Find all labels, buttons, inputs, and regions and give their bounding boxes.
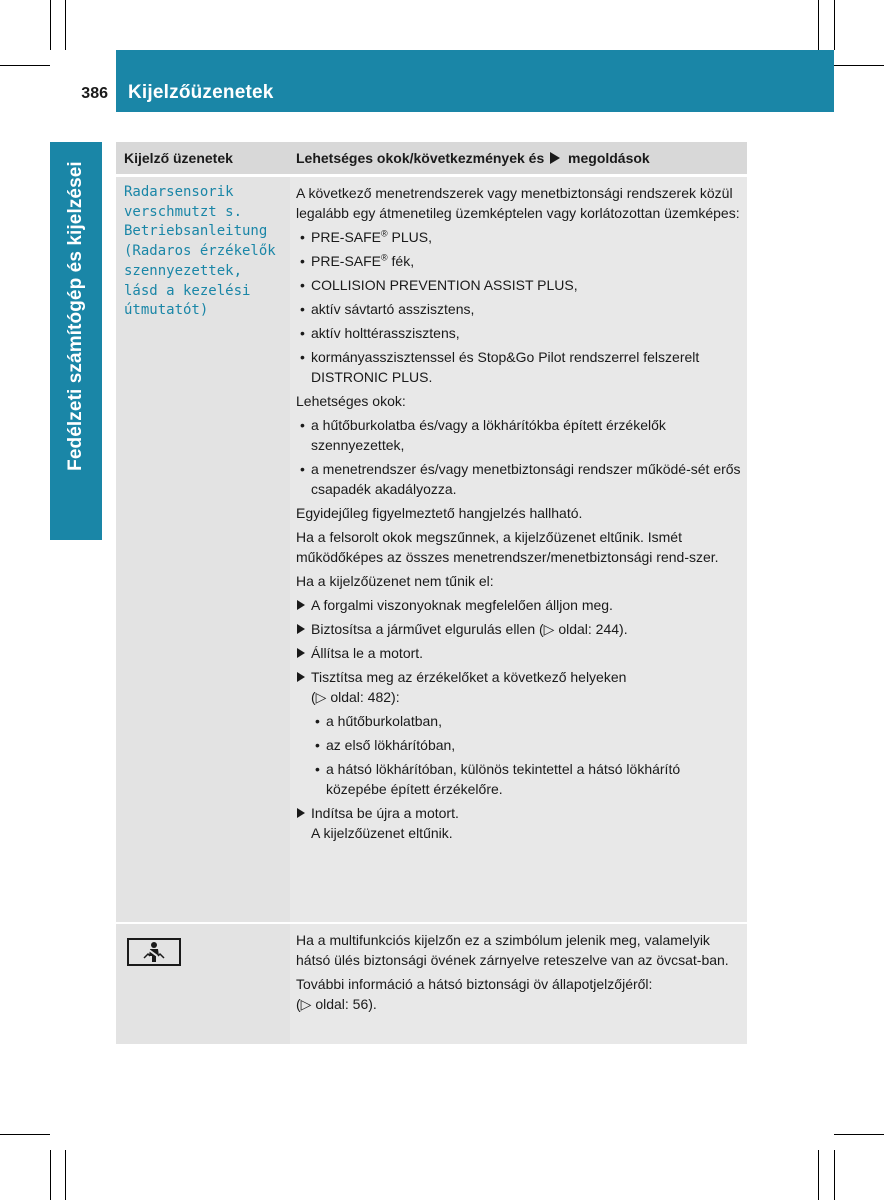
table-header bbox=[116, 142, 747, 177]
action-step: Biztosítsa a járművet elgurulás ellen (▷ oldal: 244). bbox=[296, 619, 741, 639]
action-step: Állítsa le a motort. bbox=[296, 643, 741, 663]
causes-title: Lehetséges okok: bbox=[296, 393, 406, 409]
action-result: A kijelzőüzenet eltűnik. bbox=[311, 825, 453, 841]
list-item: • aktív sávtartó asszisztens, bbox=[296, 299, 741, 319]
crop-mark bbox=[834, 0, 835, 50]
crop-mark bbox=[818, 0, 819, 50]
registered-mark: ® bbox=[381, 252, 388, 263]
registered-mark: ® bbox=[381, 228, 388, 239]
list-item: • kormányasszisztenssel és Stop&Go Pilot rendszerrel felszerelt DISTRONIC PLUS. bbox=[296, 347, 741, 387]
list-item: • a hűtőburkolatba és/vagy a lökhárítókba épített érzékelők szennyezettek, bbox=[296, 415, 741, 455]
action-step-line: Tisztítsa meg az érzékelőket a következő helyeken bbox=[311, 669, 627, 685]
column-header-causes bbox=[290, 148, 747, 168]
message-table bbox=[116, 142, 747, 1044]
more-info-text bbox=[296, 974, 741, 1014]
list-item: • az első lökhárítóban, bbox=[311, 735, 741, 755]
warning-text: Egyidejűleg figyelmeztető hangjelzés hallható. bbox=[296, 505, 583, 521]
crop-mark bbox=[65, 0, 66, 50]
message-cell bbox=[116, 924, 290, 1044]
page-reference: (▷ oldal: 482): bbox=[311, 689, 400, 705]
column-header-solutions-text: megoldások bbox=[568, 150, 650, 166]
system-suffix: fék, bbox=[387, 253, 415, 269]
description-cell bbox=[290, 924, 747, 1044]
intro-text: A következő menetrendszerek vagy menetbiztonsági rendszerek közül legalább egy átmenetileg üzemképtelen vagy korlátozottan üzemképes: bbox=[296, 185, 740, 221]
resolve-text: Ha a felsorolt okok megszűnnek, a kijelzőüzenet eltűnik. Ismét működőképes az összes menetrendszer/menetbiztonsági rend-szer. bbox=[296, 529, 719, 565]
crop-mark bbox=[0, 65, 50, 66]
column-header-messages: Kijelző üzenetek bbox=[124, 150, 233, 166]
crop-mark bbox=[834, 1150, 835, 1200]
system-name: PRE-SAFE bbox=[311, 229, 382, 245]
crop-mark bbox=[0, 1134, 50, 1135]
list-item bbox=[296, 251, 741, 271]
message-cell bbox=[116, 177, 290, 922]
crop-mark bbox=[50, 1150, 51, 1200]
crop-mark bbox=[834, 65, 884, 66]
system-suffix: PLUS, bbox=[387, 229, 433, 245]
symbol-description: Ha a multifunkciós kijelzőn ez a szimbólum jelenik meg, valamelyik hátsó ülés biztonsági övének zárnyelve reteszelve van az övcsat-ban. bbox=[296, 932, 729, 968]
list-item: • COLLISION PREVENTION ASSIST PLUS, bbox=[296, 275, 741, 295]
list-item bbox=[296, 227, 741, 247]
list-item: • a hátsó lökhárítóban, különös tekintettel a hátsó lökhárító közepébe épített érzékelőre. bbox=[311, 759, 741, 799]
list-item: • a hűtőburkolatban, bbox=[311, 711, 741, 731]
arrow-right-icon bbox=[550, 152, 560, 164]
system-name: PRE-SAFE bbox=[311, 253, 382, 269]
list-item: • a menetrendszer és/vagy menetbiztonsági rendszer működé-sét erős csapadék akadályozza. bbox=[296, 459, 741, 499]
table-row bbox=[116, 177, 747, 922]
crop-mark bbox=[50, 0, 51, 50]
action-step bbox=[296, 667, 741, 707]
action-step-line: Indítsa be újra a motort. bbox=[311, 805, 459, 821]
page-reference: (▷ oldal: 56). bbox=[296, 996, 377, 1012]
list-item: • aktív holttérasszisztens, bbox=[296, 323, 741, 343]
crop-mark bbox=[834, 1134, 884, 1135]
display-message: Radarsensorik verschmutzt s. Betriebsanleitung (Radaros érzékelők szennyezettek, lásd a kezelési útmutatót) bbox=[124, 184, 276, 319]
action-step: A forgalmi viszonyoknak megfelelően álljon meg. bbox=[296, 595, 741, 615]
column-header-causes-text: Lehetséges okok/következmények és bbox=[296, 150, 545, 166]
crop-mark bbox=[818, 1150, 819, 1200]
rear-seat-belt-icon bbox=[141, 941, 167, 963]
table-row bbox=[116, 922, 747, 1044]
display-symbol bbox=[127, 938, 181, 966]
crop-mark bbox=[65, 1150, 66, 1200]
more-info-line: További információ a hátsó biztonsági öv állapotjelzőjéről: bbox=[296, 976, 653, 992]
persist-text: Ha a kijelzőüzenet nem tűnik el: bbox=[296, 573, 494, 589]
description-cell bbox=[290, 177, 747, 922]
page-number: 386 bbox=[81, 85, 108, 102]
chapter-tab-label: Fedélzeti számítógép és kijelzései bbox=[65, 161, 86, 471]
page-title: Kijelzőüzenetek bbox=[128, 82, 274, 103]
action-step bbox=[296, 803, 741, 843]
